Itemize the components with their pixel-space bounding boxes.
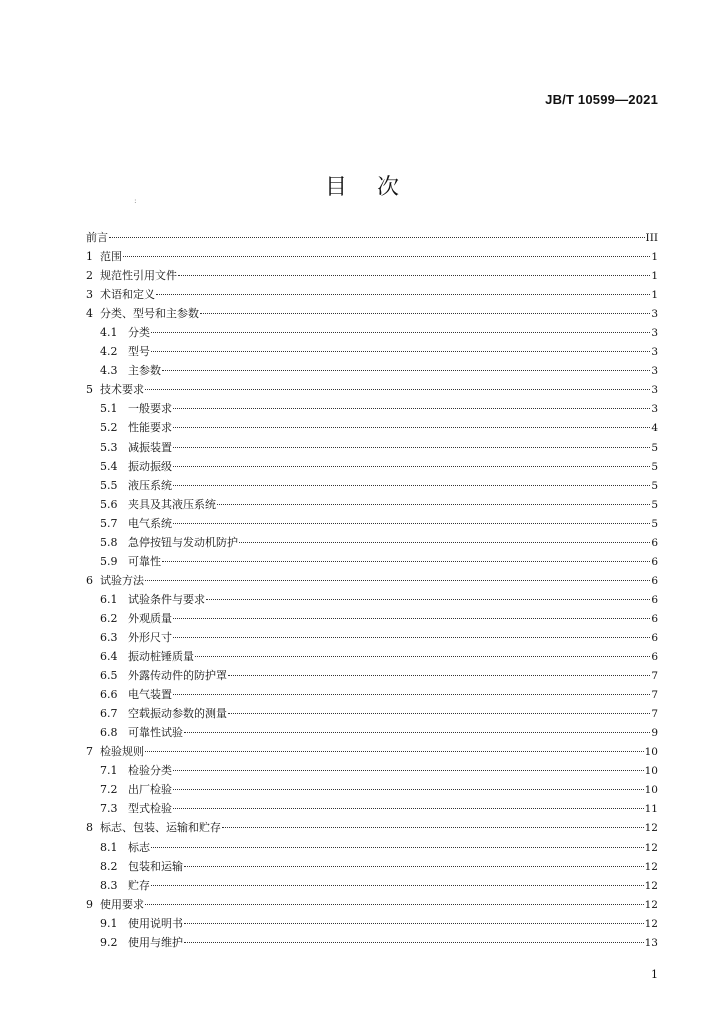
toc-entry-label: 电气装置 <box>128 688 172 702</box>
toc-entry-number: 6.1 <box>100 592 118 606</box>
toc-dot-leader <box>162 370 650 371</box>
toc-dot-leader <box>145 389 650 390</box>
toc-entry-number: 9 <box>86 897 93 911</box>
toc-entry-page: 5 <box>651 479 658 492</box>
toc-entry[interactable] <box>86 704 658 723</box>
toc-entry[interactable] <box>86 590 658 609</box>
toc-entry-page: 5 <box>651 441 658 454</box>
toc-entry-number: 7.3 <box>100 802 118 816</box>
toc-entry[interactable] <box>86 666 658 685</box>
toc-entry-label: 主参数 <box>128 364 161 378</box>
toc-entry[interactable] <box>86 304 658 323</box>
toc-entry[interactable] <box>86 799 658 818</box>
toc-entry-page: 6 <box>651 593 658 606</box>
toc-dot-leader <box>156 294 650 295</box>
toc-entry-page: 10 <box>644 784 658 797</box>
toc-entry-label: 标志 <box>128 840 150 854</box>
toc-entry-number: 5.1 <box>100 402 118 416</box>
toc-entry-number: 8.1 <box>100 840 118 854</box>
toc-entry-label: 术语和定义 <box>100 288 155 302</box>
toc-entry[interactable] <box>86 285 658 304</box>
toc-entry[interactable] <box>86 514 658 533</box>
toc-dot-leader <box>151 847 644 848</box>
toc-entry-page: 7 <box>651 670 658 683</box>
toc-entry[interactable] <box>86 266 658 285</box>
toc-entry-page: 3 <box>651 327 658 340</box>
toc-dot-leader <box>178 275 650 276</box>
toc-entry-number: 5.6 <box>100 497 118 511</box>
toc-entry-label: 前言 <box>86 231 108 244</box>
toc-entry-label: 使用说明书 <box>128 916 183 930</box>
toc-dot-leader <box>173 447 650 448</box>
toc-entry-page: 11 <box>644 803 658 816</box>
toc-entry[interactable] <box>86 914 658 933</box>
toc-dot-leader <box>200 313 650 314</box>
toc-entry-label: 使用与维护 <box>128 935 183 949</box>
toc-entry-number: 7.2 <box>100 783 118 797</box>
toc-entry-page: 10 <box>644 746 658 759</box>
toc-entry-number: 5.4 <box>100 459 118 473</box>
toc-entry-label: 可靠性 <box>128 554 161 568</box>
toc-entry[interactable] <box>86 247 658 266</box>
toc-entry-number: 6.6 <box>100 688 118 702</box>
toc-entry-label: 振动桩锤质量 <box>128 650 194 664</box>
toc-entry-label: 分类 <box>128 326 150 340</box>
toc-entry-number: 6.7 <box>100 707 118 721</box>
toc-entry-page: III <box>645 232 658 244</box>
toc-dot-leader <box>173 770 644 771</box>
toc-entry[interactable] <box>86 761 658 780</box>
toc-entry[interactable] <box>86 857 658 876</box>
toc-entry[interactable] <box>86 380 658 399</box>
toc-entry-number: 5.7 <box>100 516 118 530</box>
toc-dot-leader <box>206 599 650 600</box>
toc-entry-label: 检验分类 <box>128 764 172 778</box>
toc-dot-leader <box>123 256 650 257</box>
toc-entry-page: 6 <box>651 555 658 568</box>
toc-entry-label: 使用要求 <box>100 897 144 911</box>
toc-entry-page: 10 <box>644 765 658 778</box>
toc-entry-page: 12 <box>644 841 658 854</box>
toc-entry-number: 9.1 <box>100 916 118 930</box>
toc-dot-leader <box>151 332 650 333</box>
toc-entry-label: 包装和运输 <box>128 859 183 873</box>
toc-dot-leader <box>109 237 645 238</box>
toc-entry-page: 3 <box>651 403 658 416</box>
toc-entry-label: 减振装置 <box>128 440 172 454</box>
toc-entry-number: 4.3 <box>100 364 118 378</box>
toc-entry-label: 急停按钮与发动机防护 <box>128 535 238 549</box>
toc-entry[interactable] <box>86 457 658 476</box>
toc-entry-label: 外形尺寸 <box>128 630 172 644</box>
toc-dot-leader <box>173 618 650 619</box>
toc-entry[interactable] <box>86 933 658 952</box>
toc-entry-number: 7 <box>86 745 93 759</box>
toc-entry-number: 6.5 <box>100 669 118 683</box>
toc-entry[interactable] <box>86 476 658 495</box>
toc-entry-label: 型式检验 <box>128 802 172 816</box>
toc-entry-page: 6 <box>651 631 658 644</box>
toc-entry-label: 性能要求 <box>128 421 172 435</box>
toc-entry-number: 5.9 <box>100 554 118 568</box>
toc-entry-number: 5.2 <box>100 421 118 435</box>
toc-entry[interactable] <box>86 342 658 361</box>
toc-dot-leader <box>228 713 650 714</box>
toc-dot-leader <box>195 656 650 657</box>
toc-dot-leader <box>184 942 644 943</box>
toc-entry[interactable] <box>86 818 658 837</box>
toc-dot-leader <box>228 675 650 676</box>
toc-dot-leader <box>239 542 650 543</box>
toc-entry-label: 技术要求 <box>100 383 144 397</box>
toc-entry-page: 3 <box>651 308 658 321</box>
toc-entry-number: 6.8 <box>100 726 118 740</box>
toc-entry[interactable] <box>86 685 658 704</box>
toc-dot-leader <box>145 580 650 581</box>
toc-entry-number: 6.3 <box>100 630 118 644</box>
toc-entry-page: 1 <box>651 251 658 264</box>
toc-entry-label: 范围 <box>100 250 122 264</box>
toc-entry[interactable] <box>86 438 658 457</box>
toc-dot-leader <box>173 694 650 695</box>
toc-entry-number: 5.3 <box>100 440 118 454</box>
toc-entry-number: 8.3 <box>100 878 118 892</box>
toc-entry[interactable] <box>86 571 658 590</box>
toc-entry-label: 出厂检验 <box>128 783 172 797</box>
toc-entry-label: 液压系统 <box>128 478 172 492</box>
toc-dot-leader <box>162 561 650 562</box>
toc-entry-label: 一般要求 <box>128 402 172 416</box>
toc-entry-page: 7 <box>651 708 658 721</box>
toc-entry-label: 可靠性试验 <box>128 726 183 740</box>
toc-entry-label: 电气系统 <box>128 516 172 530</box>
toc-entry-label: 标志、包装、运输和贮存 <box>100 821 221 835</box>
toc-dot-leader <box>145 904 644 905</box>
toc-entry-page: 3 <box>651 384 658 397</box>
toc-dot-leader <box>173 408 650 409</box>
toc-entry[interactable] <box>86 876 658 895</box>
toc-entry-page: 1 <box>651 289 658 302</box>
toc-title: 目次 <box>324 175 429 200</box>
toc-entry-number: 8.2 <box>100 859 118 873</box>
toc-dot-leader <box>222 827 644 828</box>
toc-entry-page: 7 <box>651 689 658 702</box>
toc-entry[interactable] <box>86 361 658 380</box>
toc-entry[interactable] <box>86 723 658 742</box>
toc-entry-number: 1 <box>86 250 93 264</box>
toc-entry-page: 13 <box>644 936 658 949</box>
toc-entry-number: 7.1 <box>100 764 118 778</box>
toc-entry-number: 8 <box>86 821 93 835</box>
toc-entry-number: 5.8 <box>100 535 118 549</box>
toc-entry-number: 2 <box>86 269 93 283</box>
toc-dot-leader <box>151 885 644 886</box>
toc-dot-leader <box>151 351 650 352</box>
toc-dot-leader <box>184 732 650 733</box>
toc-entry-page: 5 <box>651 498 658 511</box>
toc-entry-label: 空载振动参数的测量 <box>128 707 227 721</box>
table-of-contents <box>86 228 658 952</box>
toc-entry[interactable] <box>86 228 658 247</box>
toc-entry-number: 4 <box>86 307 93 321</box>
toc-entry-number: 9.2 <box>100 935 118 949</box>
toc-entry-page: 4 <box>651 422 658 435</box>
toc-dot-leader <box>145 751 644 752</box>
toc-entry[interactable] <box>86 533 658 552</box>
toc-entry[interactable] <box>86 399 658 418</box>
toc-entry[interactable] <box>86 552 658 571</box>
toc-entry[interactable] <box>86 780 658 799</box>
toc-entry-number: 5.5 <box>100 478 118 492</box>
toc-entry-page: 12 <box>644 822 658 835</box>
toc-dot-leader <box>173 466 650 467</box>
toc-entry-page: 1 <box>651 270 658 283</box>
toc-entry-label: 外观质量 <box>128 611 172 625</box>
toc-entry-number: 4.1 <box>100 326 118 340</box>
toc-dot-leader <box>173 485 650 486</box>
toc-entry-page: 3 <box>651 365 658 378</box>
toc-entry-label: 夹具及其液压系统 <box>128 497 216 511</box>
toc-entry-page: 5 <box>651 460 658 473</box>
toc-entry[interactable] <box>86 609 658 628</box>
toc-entry[interactable] <box>86 323 658 342</box>
toc-entry-number: 6.2 <box>100 611 118 625</box>
toc-dot-leader <box>217 504 650 505</box>
toc-entry-label: 型号 <box>128 345 150 359</box>
toc-dot-leader <box>184 866 644 867</box>
toc-entry-number: 5 <box>86 383 93 397</box>
toc-entry[interactable] <box>86 838 658 857</box>
toc-entry[interactable] <box>86 495 658 514</box>
toc-entry-label: 规范性引用文件 <box>100 269 177 283</box>
toc-entry-page: 12 <box>644 860 658 873</box>
toc-entry-page: 12 <box>644 917 658 930</box>
toc-entry[interactable] <box>86 418 658 437</box>
toc-entry-number: 4.2 <box>100 345 118 359</box>
toc-entry-label: 外露传动件的防护罩 <box>128 669 227 683</box>
toc-entry[interactable] <box>86 647 658 666</box>
toc-entry-label: 贮存 <box>128 878 150 892</box>
toc-entry[interactable] <box>86 628 658 647</box>
toc-entry-page: 6 <box>651 574 658 587</box>
toc-entry-label: 分类、型号和主参数 <box>100 307 199 321</box>
toc-entry-number: 3 <box>86 288 93 302</box>
toc-entry-label: 试验条件与要求 <box>128 592 205 606</box>
toc-entry-number: 6 <box>86 573 93 587</box>
toc-dot-leader <box>184 923 644 924</box>
toc-entry[interactable] <box>86 742 658 761</box>
scan-speck: : <box>134 196 137 205</box>
toc-entry-page: 5 <box>651 517 658 530</box>
toc-entry-page: 9 <box>651 727 658 740</box>
document-code: JB/T 10599—2021 <box>545 92 658 107</box>
toc-entry[interactable] <box>86 895 658 914</box>
toc-dot-leader <box>173 427 650 428</box>
toc-entry-page: 3 <box>651 346 658 359</box>
toc-dot-leader <box>173 808 644 809</box>
toc-entry-page: 6 <box>651 651 658 664</box>
toc-entry-page: 6 <box>651 612 658 625</box>
page-number: 1 <box>651 968 658 981</box>
toc-entry-page: 12 <box>644 879 658 892</box>
toc-entry-label: 试验方法 <box>100 573 144 587</box>
toc-dot-leader <box>173 789 644 790</box>
toc-entry-number: 6.4 <box>100 650 118 664</box>
toc-entry-label: 检验规则 <box>100 745 144 759</box>
toc-entry-label: 振动振级 <box>128 459 172 473</box>
toc-entry-page: 12 <box>644 898 658 911</box>
toc-entry-page: 6 <box>651 536 658 549</box>
toc-dot-leader <box>173 523 650 524</box>
toc-dot-leader <box>173 637 650 638</box>
